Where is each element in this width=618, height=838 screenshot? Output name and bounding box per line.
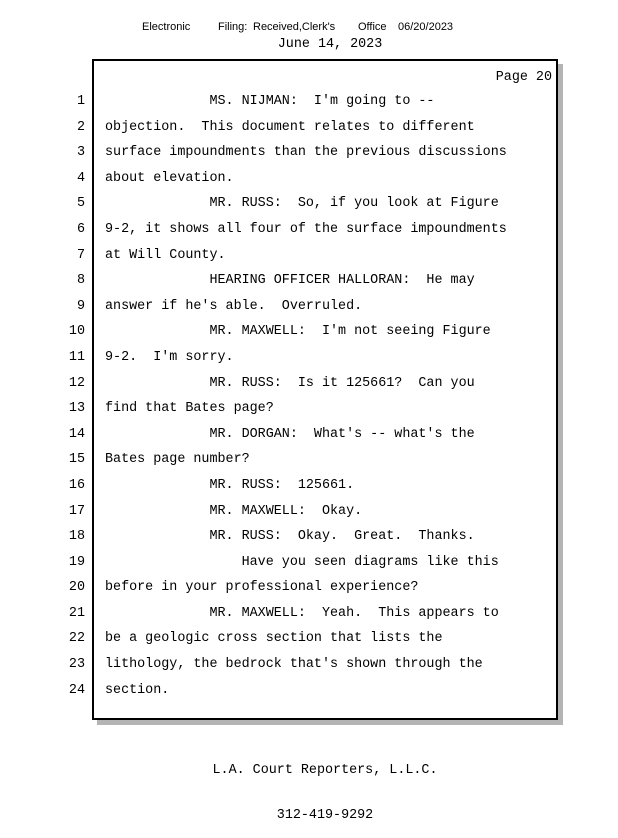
line-text: MR. MAXWELL: Okay. xyxy=(105,503,363,519)
line-number: 20 xyxy=(68,580,85,596)
line-row xyxy=(45,473,552,499)
line-text: lithology, the bedrock that's shown through the xyxy=(105,657,483,673)
line-text: about elevation. xyxy=(105,170,234,186)
line-number: 9 xyxy=(76,298,85,314)
line-number: 18 xyxy=(68,529,85,545)
line-text: 9-2. I'm sorry. xyxy=(105,349,234,365)
stamp-word-office: Office xyxy=(358,21,387,33)
line-text: find that Bates page? xyxy=(105,401,274,417)
line-row xyxy=(45,601,552,627)
page-footer xyxy=(92,733,558,838)
line-row xyxy=(45,217,552,243)
line-number: 5 xyxy=(76,196,85,212)
line-text: Bates page number? xyxy=(105,452,250,468)
line-text: at Will County. xyxy=(105,247,226,263)
line-number: 23 xyxy=(68,657,85,673)
line-text: HEARING OFFICER HALLORAN: He may xyxy=(105,273,475,289)
line-text: objection. This document relates to different xyxy=(105,119,475,135)
line-row xyxy=(45,678,552,704)
line-number: 6 xyxy=(76,221,85,237)
line-row xyxy=(45,447,552,473)
line-text: MR. DORGAN: What's -- what's the xyxy=(105,426,475,442)
line-number: 8 xyxy=(76,273,85,289)
line-number: 17 xyxy=(68,503,85,519)
line-row xyxy=(45,499,552,525)
line-row xyxy=(45,166,552,192)
line-row xyxy=(45,294,552,320)
line-row xyxy=(45,345,552,371)
line-text: before in your professional experience? xyxy=(105,580,419,596)
line-number: 11 xyxy=(68,349,85,365)
line-row xyxy=(45,191,552,217)
line-number: 24 xyxy=(68,682,85,698)
line-text: be a geologic cross section that lists the xyxy=(105,631,443,647)
line-text: MS. NIJMAN: I'm going to -- xyxy=(105,94,435,109)
line-row xyxy=(45,524,552,550)
line-number: 15 xyxy=(68,452,85,468)
footer-phone: 312-419-9292 xyxy=(276,808,374,823)
line-row xyxy=(45,243,552,269)
line-text: MR. MAXWELL: Yeah. This appears to xyxy=(105,605,499,621)
line-number: 21 xyxy=(68,605,85,621)
line-number: 14 xyxy=(68,426,85,442)
stamp-word-electronic: Electronic xyxy=(142,21,191,33)
line-row xyxy=(45,422,552,448)
line-text: section. xyxy=(105,682,170,698)
line-number: 1 xyxy=(76,94,85,109)
line-number: 2 xyxy=(76,119,85,135)
page-number-label: Page 20 xyxy=(495,70,552,85)
line-text: 9-2, it shows all four of the surface impoundments xyxy=(105,221,507,237)
line-row xyxy=(45,550,552,576)
line-row xyxy=(45,115,552,141)
transcript-lines xyxy=(45,89,552,703)
line-row xyxy=(45,89,552,115)
line-row xyxy=(45,140,552,166)
line-row xyxy=(45,319,552,345)
line-number: 19 xyxy=(68,554,85,570)
line-row xyxy=(45,371,552,397)
line-row xyxy=(45,652,552,678)
line-row xyxy=(45,396,552,422)
stamp-word-received-clerks: Received,Clerk's xyxy=(253,21,336,33)
line-number: 22 xyxy=(68,631,85,647)
line-row xyxy=(45,575,552,601)
line-row xyxy=(45,268,552,294)
line-number: 13 xyxy=(68,401,85,417)
line-row xyxy=(45,626,552,652)
line-text: MR. RUSS: So, if you look at Figure xyxy=(105,196,499,212)
line-number: 3 xyxy=(76,145,85,161)
line-text: MR. MAXWELL: I'm not seeing Figure xyxy=(105,324,491,340)
line-text: answer if he's able. Overruled. xyxy=(105,298,363,314)
footer-company: L.A. Court Reporters, L.L.C. xyxy=(212,763,438,778)
line-text: Have you seen diagrams like this xyxy=(105,554,499,570)
line-number: 7 xyxy=(76,247,85,263)
line-number: 16 xyxy=(68,477,85,493)
hearing-date: June 14, 2023 xyxy=(277,37,383,52)
line-text: MR. RUSS: Is it 125661? Can you xyxy=(105,375,475,391)
line-text: MR. RUSS: 125661. xyxy=(105,477,355,493)
line-number: 12 xyxy=(68,375,85,391)
line-number: 4 xyxy=(76,170,85,186)
stamp-date: 06/20/2023 xyxy=(398,21,454,33)
line-text: surface impoundments than the previous discussions xyxy=(105,145,507,161)
stamp-word-filing: Filing: xyxy=(218,21,248,33)
line-number: 10 xyxy=(68,324,85,340)
line-text: MR. RUSS: Okay. Great. Thanks. xyxy=(105,529,475,545)
